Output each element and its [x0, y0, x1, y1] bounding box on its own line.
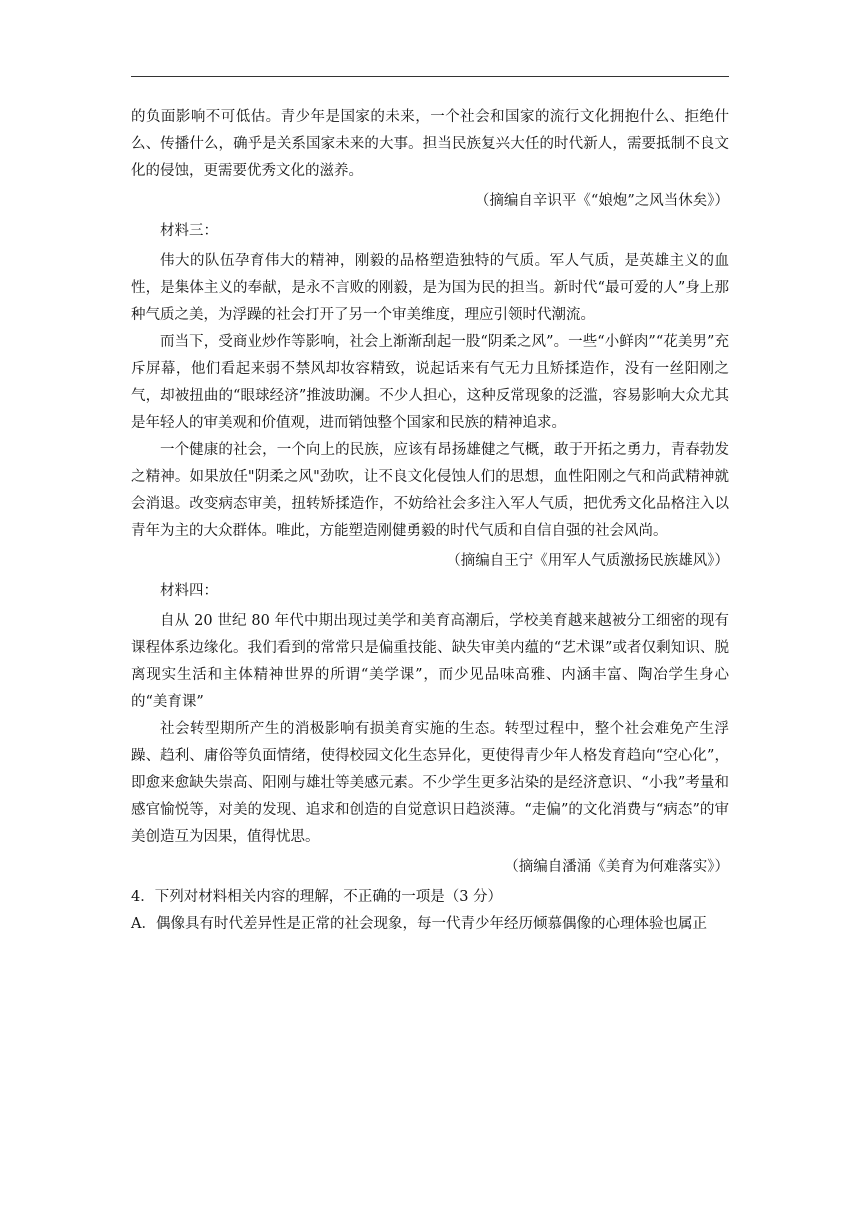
body-paragraph: 自从 20 世纪 80 年代中期出现过美学和美育高潮后，学校美育越来越被分工细密的现有课程体系边缘化。我们看到的常常只是偏重技能、缺失审美内蕴的“艺术课”或者仅剩知识、脱离现实生活和主体精神世界的所谓“美学课”，而少见品味高雅、内涵丰富、陶冶学生身心的“美育课”: [131, 613, 729, 710]
body-paragraph: 而当下，受商业炒作等影响，社会上渐渐刮起一股“阴柔之风”。一些“小鲜肉”“花美男”充斥屏幕，他们看起来弱不禁风却妆容精致，说起话来有气无力且矫揉造作，没有一丝阳刚之气，却被扭曲的“眼球经济”推波助澜。不少人担心，这种反常现象的泛滥，容易影响大众尤其是年轻人的审美观和价值观，进而销蚀整个国家和民族的精神追求。: [131, 334, 729, 431]
material-heading: 材料四：: [160, 583, 218, 599]
paragraph-continued: 的负面影响不可低估。青少年是国家的未来，一个社会和国家的流行文化拥抱什么、拒绝什么、传播什么，确乎是关系国家未来的大事。担当民族复兴大任的时代新人，需要抵制不良文化的侵蚀，更需要优秀文化的滋养。: [131, 109, 729, 179]
source-citation: （摘编自王宁《用军人气质激扬民族雄风》）: [446, 553, 729, 569]
document-body: [131, 104, 729, 938]
source-citation: （摘编自潘涌《美育为何难落实》）: [504, 859, 729, 875]
answer-option: A．偶像具有时代差异性是正常的社会现象，每一代青少年经历倾慕偶像的心理体验也属正: [131, 916, 707, 932]
question-stem: 4．下列对材料相关内容的理解，不正确的一项是（3 分）: [131, 889, 503, 905]
body-paragraph: 社会转型期所产生的消极影响有损美育实施的生态。转型过程中，整个社会难免产生浮躁、趋利、庸俗等负面情绪，使得校园文化生态异化，更使得青少年人格发育趋向“空心化”，即愈来愈缺失崇高、阳刚与雄壮等美感元素。不少学生更多沾染的是经济意识、“小我”考量和感官愉悦等，对美的发现、追求和创造的自觉意识日趋淡薄。“走偏”的文化消费与“病态”的审美创造互为因果，值得忧思。: [131, 721, 729, 845]
body-paragraph: 一个健康的社会，一个向上的民族，应该有昂扬雄健之气概，敢于开拓之勇力，青春勃发之精神。如果放任"阴柔之风"劲吹，让不良文化侵蚀人们的思想，血性阳刚之气和尚武精神就会消退。改变病态审美，扭转矫揉造作，不妨给社会多注入军人气质，把优秀文化品格注入以青年为主的大众群体。唯此，方能塑造刚健勇毅的时代气质和自信自强的社会风尚。: [131, 442, 729, 539]
header-rule: [131, 76, 729, 77]
body-paragraph: 伟大的队伍孕育伟大的精神，刚毅的品格塑造独特的气质。军人气质，是英雄主义的血性，是集体主义的奉献，是永不言败的刚毅，是为国为民的担当。新时代“最可爱的人”身上那种气质之美，为浮躁的社会打开了另一个审美维度，理应引领时代潮流。: [131, 253, 729, 323]
source-citation: （摘编自辛识平《“娘炮”之风当休矣》）: [474, 193, 729, 209]
material-heading: 材料三：: [160, 223, 218, 239]
